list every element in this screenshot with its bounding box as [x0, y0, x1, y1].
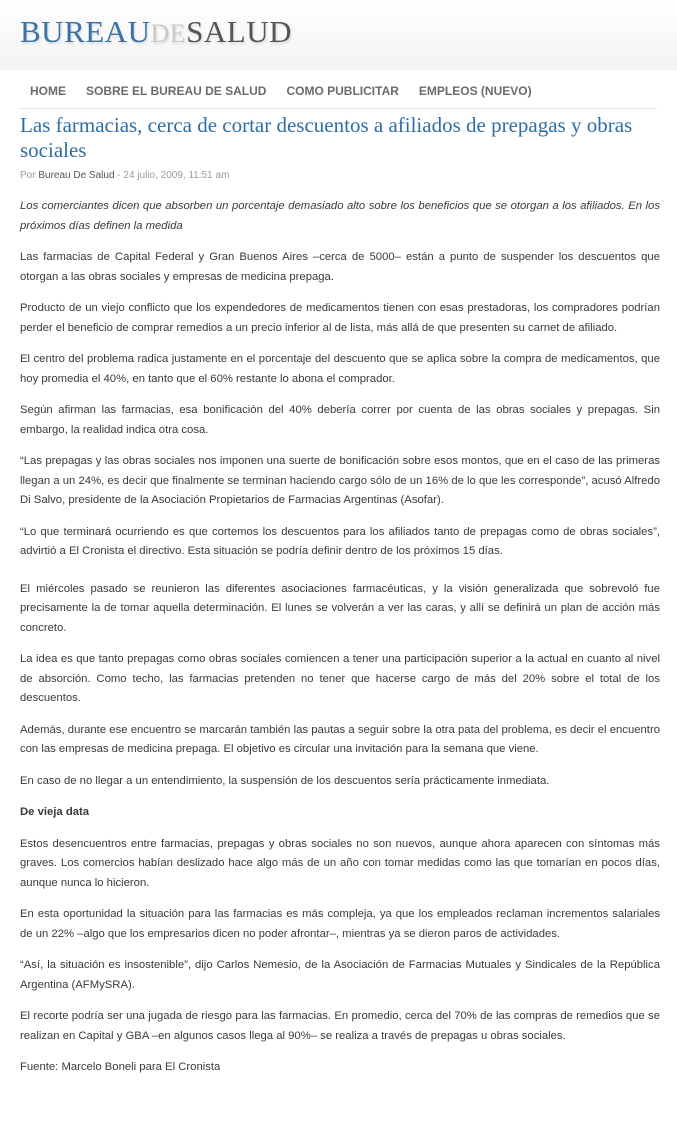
article-paragraph: Producto de un viejo conflicto que los expendedores de medicamentos tienen con esas prestadoras, los compradores podrían perder el beneficio de comprar remedios a un precio inferior al de lista, más allá de que presenten su carnet de afiliado. — [20, 302, 660, 334]
article-paragraph: El recorte podría ser una jugada de riesgo para las farmacias. En promedio, cerca del 70% de las compras de remedios que se realizan en Capital y GBA –en algunos casos llega al 90%– se realiza a través de prepagas u obras sociales. — [20, 1010, 660, 1042]
article-paragraph: Además, durante ese encuentro se marcarán también las pautas a seguir sobre la otra pata del problema, es decir el encuentro con las empresas de medicina prepaga. El objetivo es circular una invitación para la semana que viene. — [20, 723, 660, 755]
nav-item-home[interactable]: HOME — [30, 84, 66, 98]
article-author[interactable]: Bureau De Salud — [38, 170, 115, 181]
article-paragraph: “Así, la situación es insostenible”, dijo Carlos Nemesio, de la Asociación de Farmacias Mutuales y Sindicales de la República Argentina (AFMySRA). — [20, 959, 660, 991]
article-paragraph: El centro del problema radica justamente en el porcentaje del descuento que se aplica sobre la compra de medicamentos, que hoy promedia el 40%, en tanto que el 60% restante lo abona el comprador. — [20, 353, 660, 385]
article-lead: Los comerciantes dicen que absorben un porcentaje demasiado alto sobre los beneficios que se otorgan a los afiliados. En los próximos días definen la medida — [20, 200, 660, 232]
nav-item-sobre-el-bureau[interactable]: SOBRE EL BUREAU DE SALUD — [86, 84, 267, 98]
meta-prefix: Por — [20, 170, 36, 181]
article-paragraph: En caso de no llegar a un entendimiento, la suspensión de los descuentos sería prácticamente inmediata. — [20, 774, 550, 787]
site-logo[interactable] — [20, 14, 292, 52]
article-paragraph: El miércoles pasado se reunieron las diferentes asociaciones farmacéuticas, y la visión generalizada que sobrevoló fue precisamente la de tomar aquella determinación. El lunes se volverán a ver las caras, y allí se definirá un plan de acción más concreto. — [20, 582, 660, 634]
article-paragraph: En esta oportunidad la situación para las farmacias es más compleja, ya que los empleados reclaman incrementos salariales de un 22% –algo que los empresarios dicen no poder afrontar–, mientras ya se dieron paros de actividades. — [20, 908, 660, 940]
nav-item-como-publicitar[interactable]: COMO PUBLICITAR — [286, 84, 399, 98]
logo-part-bureau: BUREAU — [20, 14, 151, 49]
article-paragraph: Estos desencuentros entre farmacias, prepagas y obras sociales no son nuevos, aunque ahora aparecen con síntomas más graves. Los comercios habían deslizado hace algo más de un año con tomar medidas como las que tomarían en pocos días, aunque nunca lo hicieron. — [20, 837, 660, 889]
logo-part-salud: SALUD — [186, 14, 292, 49]
article-subheading: De vieja data — [20, 806, 90, 818]
article-paragraph: “Las prepagas y las obras sociales nos imponen una suerte de bonificación sobre esos montos, que en el caso de las primeras llegan a un 24%, es decir que finalmente se terminan haciendo cargo sólo de un 16% de lo que les corresponde”, acusó Alfredo Di Salvo, presidente de la Asociación Propietarios de Farmacias Argentinas (Asofar). — [20, 455, 660, 506]
main-content — [20, 113, 660, 1090]
article-date: - 24 julio, 2009, 11:51 am — [117, 170, 230, 181]
article-paragraph: La idea es que tanto prepagas como obras sociales comiencen a tener una participación superior a la actual en cuanto al nivel de absorción. Como techo, las farmacias pretenden no tener que hacerse cargo de más del 20% sobre el total de los descuentos. — [20, 653, 660, 704]
article-paragraph: “Lo que terminará ocurriendo es que cortemos los descuentos para los afiliados tanto de prepagas como de obras sociales”, advirtió a El Cronista el directivo. Esta situación se podría definir dentro de los próximos 15 días. — [20, 525, 660, 557]
site-header — [0, 0, 677, 70]
nav-item-empleos[interactable]: EMPLEOS (NUEVO) — [418, 84, 532, 98]
main-navigation — [20, 74, 657, 109]
article-paragraph: Según afirman las farmacias, esa bonificación del 40% debería correr por cuenta de las obras sociales y prepagas. Sin embargo, la realidad indica otra cosa. — [20, 404, 660, 436]
article-title[interactable]: Las farmacias, cerca de cortar descuentos a afiliados de prepagas y obras sociales — [20, 113, 633, 162]
article-meta — [20, 169, 660, 183]
article-body — [20, 197, 660, 1078]
logo-part-de: DE — [150, 19, 187, 48]
article-source: Fuente: Marcelo Boneli para El Cronista — [20, 1061, 221, 1073]
article-paragraph: Las farmacias de Capital Federal y Gran Buenos Aires –cerca de 5000– están a punto de suspender los descuentos que otorgan a las obras sociales y empresas de medicina prepaga. — [20, 251, 660, 283]
